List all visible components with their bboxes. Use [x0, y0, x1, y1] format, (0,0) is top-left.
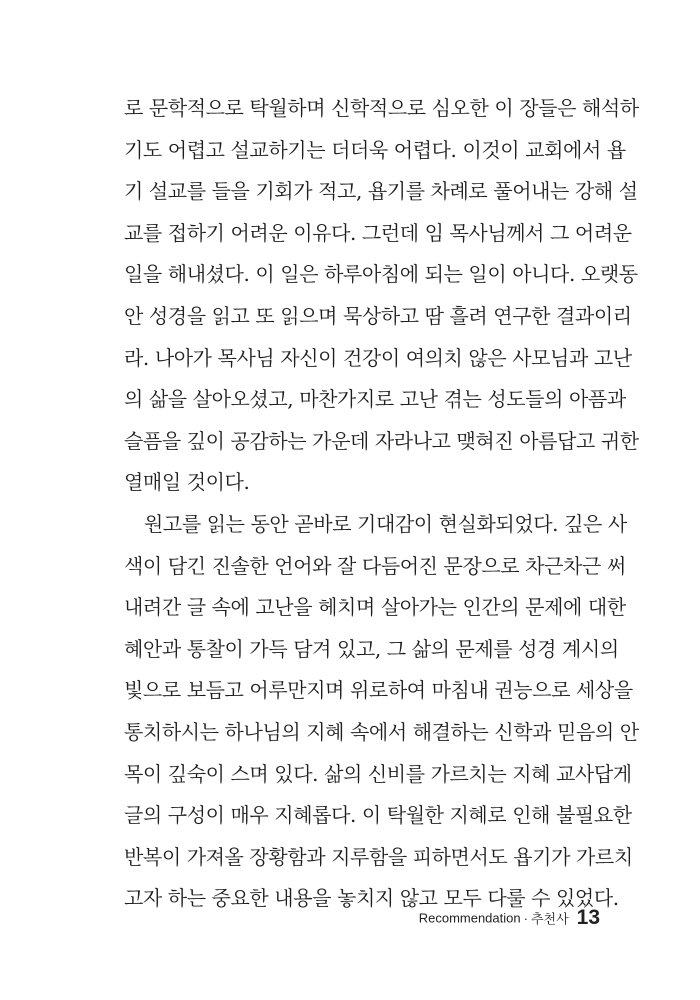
page-number: 13 — [576, 906, 600, 929]
running-footer-section-ko: 추천사 — [530, 911, 569, 927]
text-line: 혜안과 통찰이 가득 담겨 있고, 그 삶의 문제를 성경 계시의 — [124, 636, 619, 661]
text-line: 열매일 것이다. — [124, 470, 250, 495]
text-line: 고자 하는 중요한 내용을 놓치지 않고 모두 다룰 수 있었다. — [124, 886, 619, 911]
text-line: 라. 나아가 목사님 자신이 건강이 여의치 않은 사모님과 고난 — [124, 345, 632, 370]
paragraph-2 — [124, 504, 639, 920]
text-line: 교를 접하기 어려운 이유다. 그런데 임 목사님께서 그 어려운 — [124, 220, 632, 245]
text-line: 원고를 읽는 동안 곧바로 기대감이 현실화되었다. 깊은 사 — [144, 511, 627, 536]
text-line: 슬픔을 깊이 공감하는 가운데 자라나고 맺혀진 아름답고 귀한 — [124, 428, 639, 453]
text-line: 빛으로 보듬고 어루만지며 위로하여 마침내 권능으로 세상을 — [124, 678, 633, 703]
text-line: 의 삶을 살아오셨고, 마찬가지로 고난 겪는 성도들의 아픔과 — [124, 387, 626, 412]
body-text — [124, 88, 639, 920]
running-footer-section: Recommendation — [418, 910, 521, 926]
text-line: 안 성경을 읽고 또 읽으며 묵상하고 땀 흘려 연구한 결과이리 — [124, 303, 632, 328]
text-line: 일을 해내셨다. 이 일은 하루아침에 되는 일이 아니다. 오랫동 — [124, 262, 638, 287]
paragraph-1 — [124, 88, 639, 504]
text-line: 기 설교를 들을 기회가 적고, 욥기를 차례로 풀어내는 강해 설 — [124, 179, 638, 204]
text-line: 통치하시는 하나님의 지혜 속에서 해결하는 신학과 믿음의 안 — [124, 719, 639, 744]
text-line: 글의 구성이 매우 지혜롭다. 이 탁월한 지혜로 인해 불필요한 — [124, 803, 632, 828]
text-line: 내려간 글 속에 고난을 헤치며 살아가는 인간의 문제에 대한 — [124, 595, 626, 620]
text-line: 색이 담긴 진솔한 언어와 잘 다듬어진 문장으로 차근차근 써 — [124, 553, 626, 578]
text-line: 로 문학적으로 탁월하며 신학적으로 심오한 이 장들은 해석하 — [124, 96, 639, 120]
text-line: 목이 깊숙이 스며 있다. 삶의 신비를 가르치는 지혜 교사답게 — [124, 761, 632, 786]
text-line: 반복이 가져올 장황함과 지루함을 피하면서도 욥기가 가르치 — [124, 844, 633, 869]
text-line: 기도 어렵고 설교하기는 더더욱 어렵다. 이것이 교회에서 욥 — [124, 137, 626, 162]
footer-separator: · — [523, 910, 528, 926]
page-footer — [419, 906, 600, 930]
